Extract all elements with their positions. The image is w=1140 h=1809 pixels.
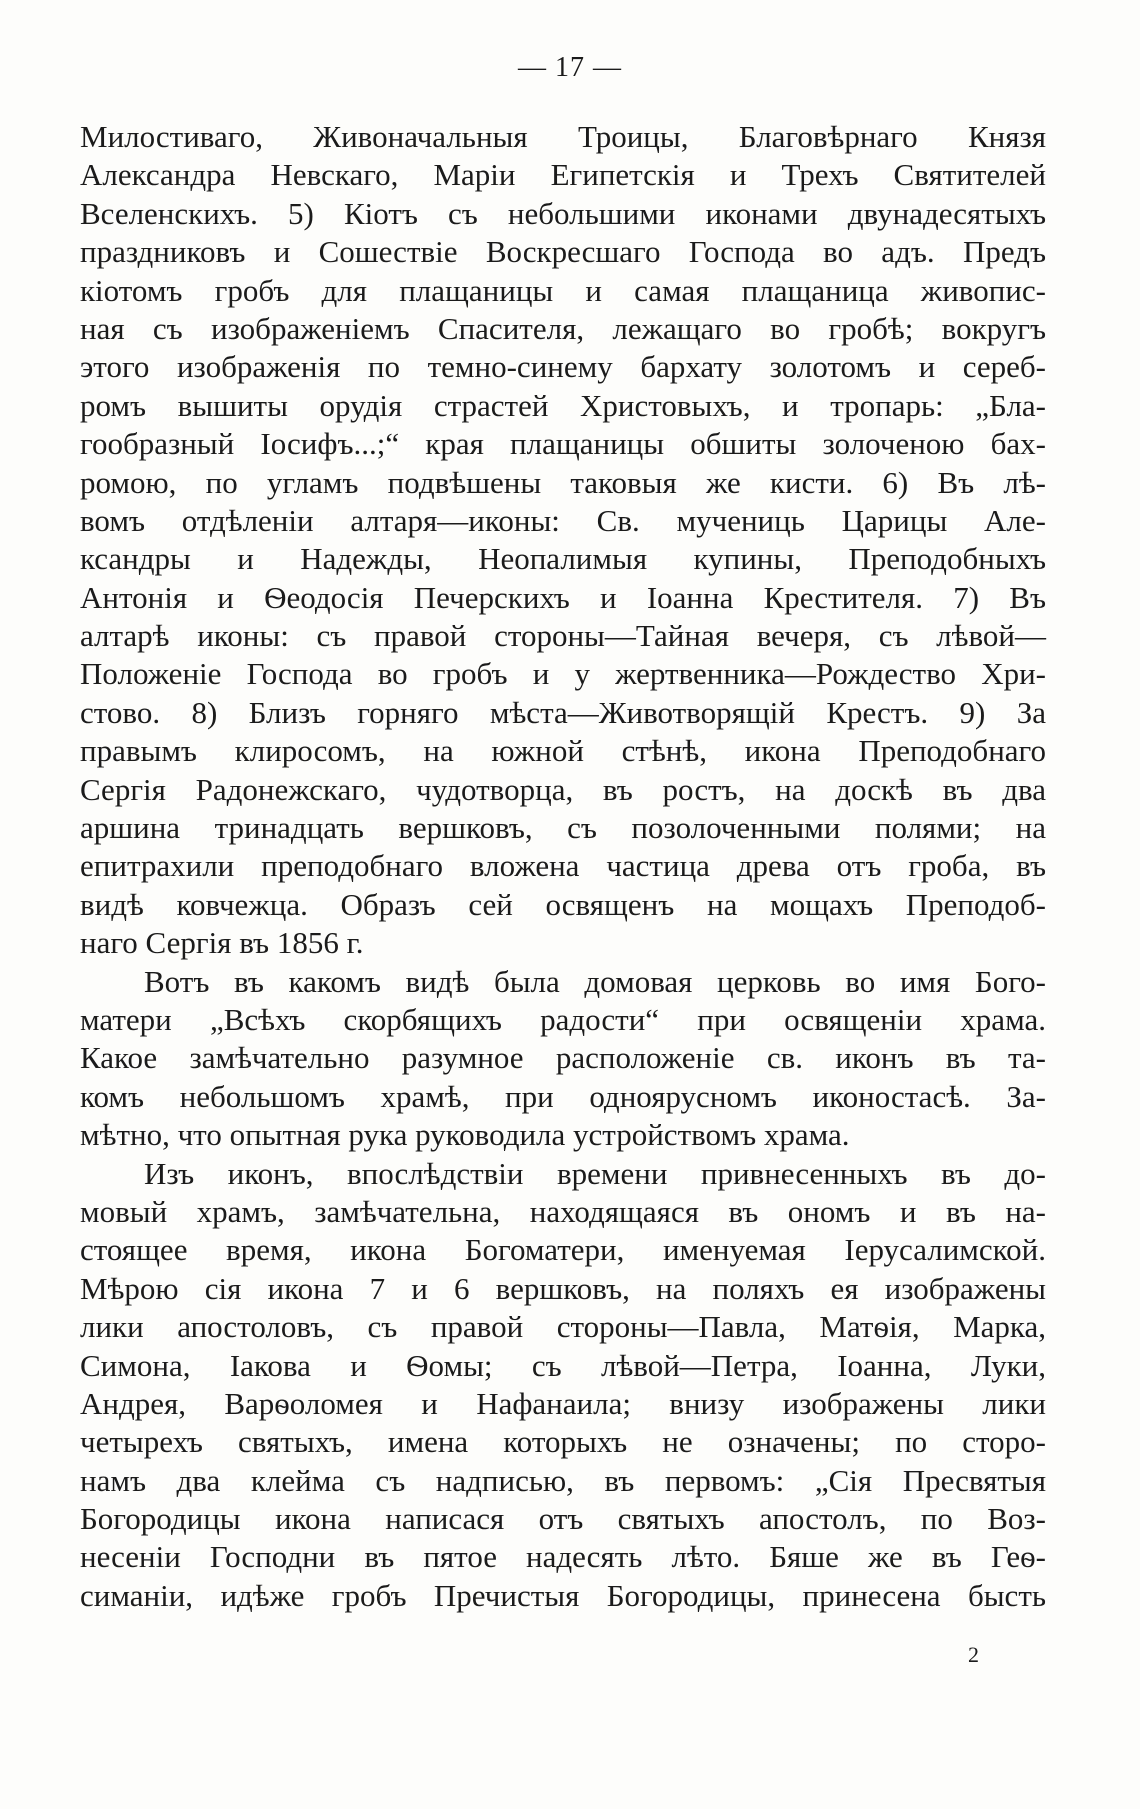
body-text — [80, 118, 1046, 1615]
text-line: алтарѣ иконы: съ правой стороны—Тайная вечеря, съ лѣвой— — [80, 618, 1046, 654]
text-line: матери „Всѣхъ скорбящихъ радости“ при освященіи храма. — [80, 1001, 1046, 1037]
text-line: аршина тринадцать вершковъ, съ позолоченными полями; на — [80, 810, 1046, 846]
text-line: вомъ отдѣленіи алтаря—иконы: Св. мучениць Царицы Але- — [80, 502, 1046, 538]
page-number: — 17 — — [518, 52, 622, 83]
text-line: наго Сергія въ 1856 г. — [80, 925, 364, 961]
text-line: кіотомъ гробъ для плащаницы и самая плащаница живопис- — [80, 272, 1046, 308]
text-line: Какое замѣчательно разумное расположеніе св. иконъ въ та- — [80, 1040, 1046, 1076]
text-line: намъ два клейма съ надписью, въ первомъ: „Сія Пресвятыя — [80, 1462, 1046, 1498]
text-line: ная съ изображеніемъ Спасителя, лежащаго во гробѣ; вокругъ — [80, 310, 1046, 346]
text-line: праздниковъ и Сошествіе Воскресшаго Господа во адъ. Предъ — [80, 234, 1046, 270]
text-line: несеніи Господни въ пятое надесять лѣто. Бяше же въ Геѳ- — [80, 1539, 1046, 1575]
text-line: Симона, Іакова и Ѳомы; съ лѣвой—Петра, Іоанна, Луки, — [80, 1347, 1046, 1383]
text-line: Александра Невскаго, Маріи Египетскія и Трехъ Святителей — [80, 157, 1046, 193]
text-line: Богородицы икона написася отъ святыхъ апостолъ, по Воз- — [80, 1501, 1046, 1537]
text-line: Вселенскихъ. 5) Кіотъ съ небольшими иконами двунадесятыхъ — [80, 195, 1046, 231]
text-line: мовый храмъ, замѣчательна, находящаяся въ ономъ и въ на- — [80, 1193, 1046, 1229]
text-line: Положеніе Господа во гробъ и у жертвенника—Рождество Хри- — [80, 656, 1046, 692]
signature-mark: 2 — [968, 1642, 979, 1667]
text-line: четырехъ святыхъ, имена которыхъ не означены; по сторо- — [80, 1424, 1046, 1460]
text-line: епитрахили преподобнаго вложена частица древа отъ гроба, въ — [80, 848, 1046, 884]
text-line: Андрея, Варѳоломея и Нафанаила; внизу изображены лики — [80, 1385, 1046, 1421]
text-line: ромъ вышиты орудія страстей Христовыхъ, и тропарь: „Бла- — [80, 387, 1046, 423]
text-line: Антонія и Ѳеодосія Печерскихъ и Іоанна Крестителя. 7) Въ — [80, 579, 1046, 615]
text-line: лики апостоловъ, съ правой стороны—Павла, Матѳія, Марка, — [80, 1309, 1046, 1345]
text-line: комъ небольшомъ храмѣ, при одноярусномъ иконостасѣ. За- — [80, 1078, 1046, 1114]
text-line: ромою, по угламъ подвѣшены таковыя же кисти. 6) Въ лѣ- — [80, 464, 1046, 500]
text-line: стово. 8) Близъ горняго мѣста—Животворящій Крестъ. 9) За — [80, 694, 1046, 730]
text-line: стоящее время, икона Богоматери, именуемая Іерусалимской. — [80, 1232, 1046, 1268]
text-line: Милостиваго, Живоначальныя Троицы, Благовѣрнаго Князя — [80, 119, 1046, 154]
text-line: этого изображенія по темно-синему бархату золотомъ и сереб- — [80, 349, 1046, 385]
text-line: Мѣрою сія икона 7 и 6 вершковъ, на поляхъ ея изображены — [80, 1270, 1046, 1306]
text-line: Сергія Радонежскаго, чудотворца, въ ростъ, на доскѣ въ два — [80, 771, 1046, 807]
text-line: Вотъ въ какомъ видѣ была домовая церковь во имя Бого- — [144, 963, 1046, 999]
text-line: видѣ ковчежца. Образъ сей освященъ на мощахъ Преподоб- — [80, 886, 1046, 922]
text-line: правымъ клиросомъ, на южной стѣнѣ, икона Преподобнаго — [80, 733, 1046, 769]
text-line: Изъ иконъ, впослѣдствіи времени привнесенныхъ въ до- — [144, 1155, 1046, 1191]
text-line: симаніи, идѣже гробъ Пречистыя Богородицы, принесена бысть — [80, 1577, 1046, 1613]
text-line: гообразный Іосифъ...;“ края плащаницы обшиты золоченою бах- — [80, 426, 1046, 462]
text-line: ксандры и Надежды, Неопалимыя купины, Преподобныхъ — [80, 541, 1046, 577]
text-line: мѣтно, что опытная рука руководила устройствомъ храма. — [80, 1117, 850, 1153]
